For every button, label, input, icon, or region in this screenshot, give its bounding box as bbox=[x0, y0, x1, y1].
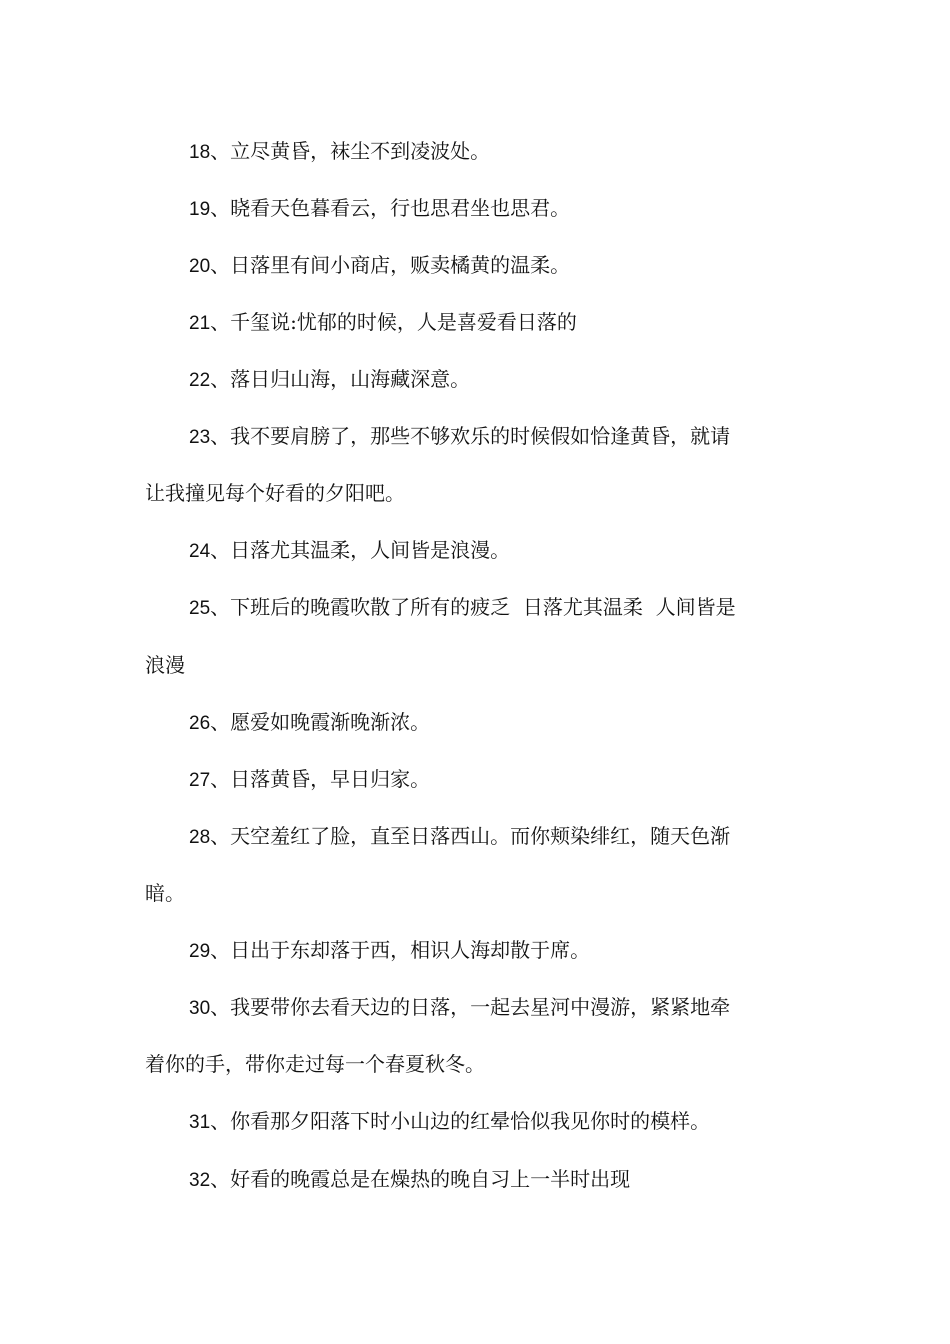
list-item-30-continuation: 着你的手，带你走过每一个春夏秋冬。 bbox=[145, 1052, 485, 1076]
list-item-28 bbox=[189, 821, 730, 851]
list-item-18 bbox=[189, 136, 490, 166]
item-text: 、愿爱如晚霞渐晚渐浓。 bbox=[210, 710, 431, 734]
list-item-26 bbox=[189, 707, 430, 737]
item-number: 22 bbox=[189, 370, 211, 391]
list-item-28-continuation: 暗。 bbox=[145, 881, 185, 905]
item-text: 、我要带你去看天边的日落，一起去星河中漫游，紧紧地牵 bbox=[210, 995, 731, 1019]
item-number: 28 bbox=[189, 827, 211, 848]
list-item-19 bbox=[189, 193, 570, 223]
list-item-27 bbox=[189, 764, 430, 794]
item-text: 、好看的晚霞总是在燥热的晚自习上一半时出现 bbox=[210, 1167, 631, 1191]
list-item-20 bbox=[189, 250, 570, 280]
item-text: 、落日归山海，山海藏深意。 bbox=[210, 367, 471, 391]
item-number: 19 bbox=[189, 199, 211, 220]
item-number: 23 bbox=[189, 427, 211, 448]
item-number: 31 bbox=[189, 1112, 211, 1133]
list-item-29 bbox=[189, 935, 590, 965]
item-text: 、千玺说:忧郁的时候，人是喜爱看日落的 bbox=[210, 310, 577, 334]
item-text: 、天空羞红了脸，直至日落西山。而你颊染绯红，随天色渐 bbox=[210, 824, 731, 848]
list-item-32 bbox=[189, 1164, 630, 1194]
item-number: 20 bbox=[189, 256, 211, 277]
item-number: 21 bbox=[189, 313, 211, 334]
item-number: 29 bbox=[189, 941, 211, 962]
item-text: 、日落黄昏，早日归家。 bbox=[210, 767, 431, 791]
list-item-30 bbox=[189, 992, 730, 1022]
item-number: 26 bbox=[189, 713, 211, 734]
list-item-25-continuation: 浪漫 bbox=[145, 653, 185, 677]
list-item-31 bbox=[189, 1106, 710, 1136]
item-text: 、日落尤其温柔，人间皆是浪漫。 bbox=[210, 538, 511, 562]
list-item-23 bbox=[189, 421, 730, 451]
item-number: 27 bbox=[189, 770, 211, 791]
item-text: 、日落里有间小商店，贩卖橘黄的温柔。 bbox=[210, 253, 571, 277]
item-number: 24 bbox=[189, 541, 211, 562]
item-text: 、晓看天色暮看云，行也思君坐也思君。 bbox=[210, 196, 571, 220]
item-number: 32 bbox=[189, 1170, 211, 1191]
item-number: 25 bbox=[189, 598, 211, 619]
list-item-22 bbox=[189, 364, 470, 394]
item-text: 、你看那夕阳落下时小山边的红晕恰似我见你时的模样。 bbox=[210, 1109, 711, 1133]
item-number: 30 bbox=[189, 998, 211, 1019]
list-item-23-continuation: 让我撞见每个好看的夕阳吧。 bbox=[145, 481, 405, 505]
item-text: 、日出于东却落于西，相识人海却散于席。 bbox=[210, 938, 591, 962]
list-item-25 bbox=[189, 592, 736, 622]
item-text: 、下班后的晚霞吹散了所有的疲乏 日落尤其温柔 人间皆是 bbox=[210, 595, 736, 619]
list-item-24 bbox=[189, 535, 510, 565]
list-item-21 bbox=[189, 307, 577, 337]
item-text: 、我不要肩膀了，那些不够欢乐的时候假如恰逢黄昏，就请 bbox=[210, 424, 731, 448]
item-text: 、立尽黄昏，袜尘不到凌波处。 bbox=[210, 139, 491, 163]
item-number: 18 bbox=[189, 142, 211, 163]
